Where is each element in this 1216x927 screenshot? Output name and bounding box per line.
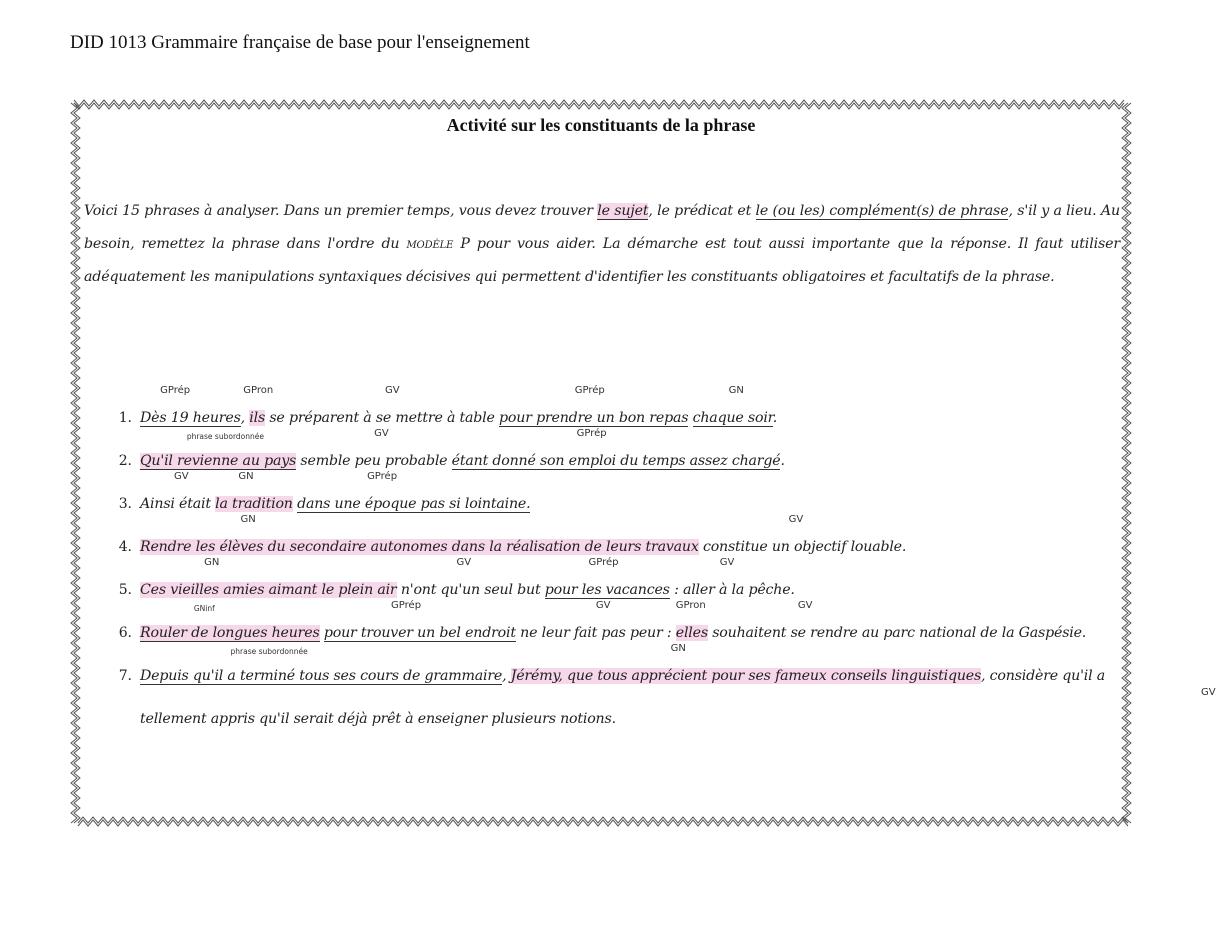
modele-p: modèle P [406,236,470,252]
sentence-6: 6. GNinf Rouler de longues heures GPrép pour trouver un bel endroit GV ne leur fait pas peur : GPron elles GV souhaitent se rendre au parc national de la Gaspésie. [136,612,1124,655]
sentence-3: 3. GV Ainsi était GN la tradition GPrép dans une époque pas si lointaine. [136,483,1124,526]
activity-title: Activité sur les constituants de la phrase [446,115,756,135]
sentence-7: 7. phrase subordonnée Depuis qu'il a terminé tous ses cours de grammaire, GN Jérémy, que tous apprécient pour ses fameux conseils linguistiques, considère qu'il a tellement appris qu'il serait déjà prêt à enseigner plusieurs notions. GV [136,655,1124,741]
cdp-underline: 1. GPrép Dès 19 heures [140,385,241,426]
document-header: DID 1013 Grammaire française de base pour l'enseignement [70,32,530,53]
sentence-5: 5. GN Ces vieilles amies aimant le plein air GV n'ont qu'un seul but GPrép pour les vacances GV : aller à la pêche. [136,569,1124,612]
sentence-2: 2. phrase subordonnée Qu'il revienne au pays GV semble peu probable GPrép étant donné son emploi du temps assez chargé. [136,440,1124,483]
highlight-sujet: le sujet [597,203,649,219]
sentence-4: 4. GN Rendre les élèves du secondaire autonomes dans la réalisation de leurs travaux GV constitue un objectif louable. [136,526,1124,569]
subject-highlight: GPron ils [243,385,274,426]
activity-frame [70,99,1216,827]
highlight-complement: le (ou les) complément(s) de phrase [755,203,1009,219]
sentence-list [110,385,1216,741]
instructions-paragraph: Voici 15 phrases à analyser. Dans un premier temps, vous devez trouver le sujet, le prédicat et le (ou les) complément(s) de phrase, s'il y a lieu. Au besoin, remettez la phrase dans l'ordre du modèle P pour vous aider. La démarche est tout aussi importante que la réponse. Il faut utiliser adéquatement les manipulations syntaxiques décisives qui permettent d'identifier les constituants obligatoires et facultatifs de la phrase. [84,203,1120,285]
sentence-1: 1. GPrép Dès 19 heures, GPron ils GV se préparent à se mettre à table GPrép pour prendre un bon repas GN chaque soir. [136,397,1124,440]
